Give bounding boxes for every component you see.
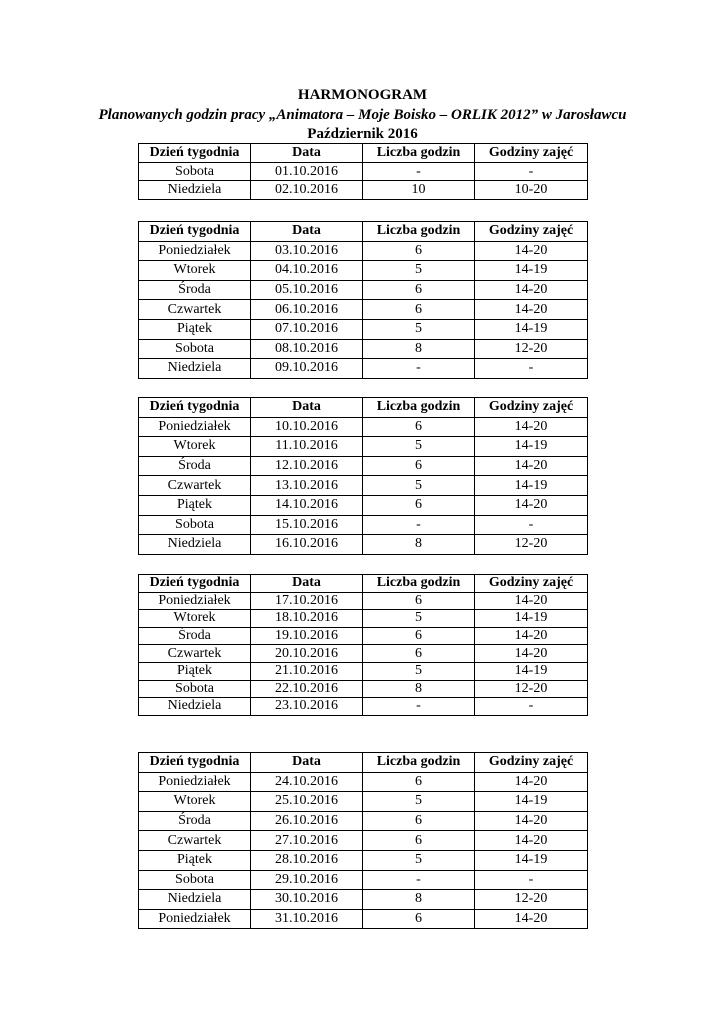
day-cell: Piątek bbox=[139, 495, 251, 515]
day-cell: Poniedziałek bbox=[139, 241, 251, 261]
column-header: Data bbox=[251, 144, 363, 163]
date-cell: 26.10.2016 bbox=[251, 811, 363, 831]
hours-range-cell: - bbox=[475, 698, 588, 716]
day-cell: Wtorek bbox=[139, 792, 251, 812]
table-row bbox=[139, 300, 588, 320]
date-cell: 11.10.2016 bbox=[251, 437, 363, 457]
schedule-table bbox=[138, 574, 588, 716]
column-header: Godziny zajęć bbox=[475, 753, 588, 773]
hours-range-cell: 12-20 bbox=[475, 680, 588, 698]
table-row bbox=[139, 792, 588, 812]
date-cell: 02.10.2016 bbox=[251, 181, 363, 200]
hours-count-cell: 6 bbox=[363, 456, 475, 476]
hours-range-cell: 14-19 bbox=[475, 319, 588, 339]
date-cell: 30.10.2016 bbox=[251, 890, 363, 910]
schedule-table bbox=[138, 143, 588, 200]
day-cell: Sobota bbox=[139, 680, 251, 698]
table-row bbox=[139, 515, 588, 535]
day-cell: Czwartek bbox=[139, 831, 251, 851]
day-cell: Poniedziałek bbox=[139, 772, 251, 792]
column-header: Data bbox=[251, 753, 363, 773]
hours-range-cell: 14-19 bbox=[475, 610, 588, 628]
hours-range-cell: 10-20 bbox=[475, 181, 588, 200]
hours-count-cell: 6 bbox=[363, 417, 475, 437]
hours-range-cell: 14-20 bbox=[475, 772, 588, 792]
table-row bbox=[139, 662, 588, 680]
day-cell: Czwartek bbox=[139, 300, 251, 320]
table-row bbox=[139, 162, 588, 181]
table-row bbox=[139, 698, 588, 716]
hours-range-cell: 14-19 bbox=[475, 261, 588, 281]
column-header: Data bbox=[251, 575, 363, 593]
table-row bbox=[139, 359, 588, 379]
hours-range-cell: 14-20 bbox=[475, 645, 588, 663]
day-cell: Sobota bbox=[139, 870, 251, 890]
column-header: Liczba godzin bbox=[363, 222, 475, 242]
date-cell: 16.10.2016 bbox=[251, 535, 363, 555]
date-cell: 09.10.2016 bbox=[251, 359, 363, 379]
column-header: Dzień tygodnia bbox=[139, 575, 251, 593]
hours-range-cell: 14-20 bbox=[475, 280, 588, 300]
hours-range-cell: 12-20 bbox=[475, 535, 588, 555]
hours-count-cell: - bbox=[363, 162, 475, 181]
date-cell: 24.10.2016 bbox=[251, 772, 363, 792]
hours-range-cell: 14-19 bbox=[475, 850, 588, 870]
hours-count-cell: 5 bbox=[363, 662, 475, 680]
hours-count-cell: - bbox=[363, 515, 475, 535]
date-cell: 07.10.2016 bbox=[251, 319, 363, 339]
document-subtitle: Planowanych godzin pracy „Animatora – Moje Boisko – ORLIK 2012” w Jarosławcu bbox=[98, 107, 627, 123]
hours-range-cell: 14-20 bbox=[475, 592, 588, 610]
hours-count-cell: 5 bbox=[363, 261, 475, 281]
hours-count-cell: 5 bbox=[363, 476, 475, 496]
document-month: Październik 2016 bbox=[307, 126, 418, 142]
column-header: Liczba godzin bbox=[363, 144, 475, 163]
day-cell: Środa bbox=[139, 627, 251, 645]
day-cell: Sobota bbox=[139, 162, 251, 181]
date-cell: 20.10.2016 bbox=[251, 645, 363, 663]
hours-count-cell: 5 bbox=[363, 319, 475, 339]
table-row bbox=[139, 476, 588, 496]
table-row bbox=[139, 909, 588, 929]
hours-count-cell: - bbox=[363, 698, 475, 716]
hours-range-cell: - bbox=[475, 162, 588, 181]
hours-range-cell: 14-20 bbox=[475, 831, 588, 851]
day-cell: Niedziela bbox=[139, 181, 251, 200]
table-row bbox=[139, 772, 588, 792]
column-header: Liczba godzin bbox=[363, 398, 475, 418]
hours-count-cell: 6 bbox=[363, 811, 475, 831]
table-row bbox=[139, 850, 588, 870]
date-cell: 04.10.2016 bbox=[251, 261, 363, 281]
table-header-row bbox=[139, 575, 588, 593]
table-row bbox=[139, 280, 588, 300]
table-row bbox=[139, 535, 588, 555]
day-cell: Niedziela bbox=[139, 535, 251, 555]
column-header: Data bbox=[251, 222, 363, 242]
document-title: HARMONOGRAM bbox=[297, 87, 428, 103]
hours-range-cell: 14-20 bbox=[475, 241, 588, 261]
hours-range-cell: 14-19 bbox=[475, 662, 588, 680]
table-row bbox=[139, 680, 588, 698]
schedule-table bbox=[138, 221, 588, 379]
hours-count-cell: 5 bbox=[363, 792, 475, 812]
column-header: Dzień tygodnia bbox=[139, 753, 251, 773]
table-header-row bbox=[139, 398, 588, 418]
table-row bbox=[139, 870, 588, 890]
column-header: Godziny zajęć bbox=[475, 222, 588, 242]
date-cell: 15.10.2016 bbox=[251, 515, 363, 535]
column-header: Dzień tygodnia bbox=[139, 222, 251, 242]
table-row bbox=[139, 319, 588, 339]
table-row bbox=[139, 437, 588, 457]
date-cell: 05.10.2016 bbox=[251, 280, 363, 300]
day-cell: Poniedziałek bbox=[139, 909, 251, 929]
date-cell: 22.10.2016 bbox=[251, 680, 363, 698]
hours-count-cell: 5 bbox=[363, 610, 475, 628]
date-cell: 18.10.2016 bbox=[251, 610, 363, 628]
date-cell: 01.10.2016 bbox=[251, 162, 363, 181]
day-cell: Wtorek bbox=[139, 261, 251, 281]
hours-range-cell: 14-19 bbox=[475, 437, 588, 457]
day-cell: Środa bbox=[139, 280, 251, 300]
day-cell: Czwartek bbox=[139, 645, 251, 663]
hours-range-cell: 12-20 bbox=[475, 339, 588, 359]
day-cell: Poniedziałek bbox=[139, 417, 251, 437]
column-header: Data bbox=[251, 398, 363, 418]
table-header-row bbox=[139, 753, 588, 773]
date-cell: 13.10.2016 bbox=[251, 476, 363, 496]
date-cell: 28.10.2016 bbox=[251, 850, 363, 870]
column-header: Godziny zajęć bbox=[475, 575, 588, 593]
date-cell: 27.10.2016 bbox=[251, 831, 363, 851]
day-cell: Niedziela bbox=[139, 359, 251, 379]
column-header: Godziny zajęć bbox=[475, 398, 588, 418]
day-cell: Niedziela bbox=[139, 890, 251, 910]
table-header-row bbox=[139, 144, 588, 163]
hours-range-cell: 14-20 bbox=[475, 909, 588, 929]
table-row bbox=[139, 645, 588, 663]
hours-count-cell: 8 bbox=[363, 339, 475, 359]
column-header: Dzień tygodnia bbox=[139, 144, 251, 163]
table-row bbox=[139, 456, 588, 476]
column-header: Liczba godzin bbox=[363, 575, 475, 593]
table-row bbox=[139, 890, 588, 910]
day-cell: Sobota bbox=[139, 339, 251, 359]
hours-count-cell: 8 bbox=[363, 680, 475, 698]
date-cell: 19.10.2016 bbox=[251, 627, 363, 645]
day-cell: Czwartek bbox=[139, 476, 251, 496]
hours-count-cell: 8 bbox=[363, 535, 475, 555]
hours-range-cell: - bbox=[475, 359, 588, 379]
day-cell: Sobota bbox=[139, 515, 251, 535]
table-row bbox=[139, 627, 588, 645]
date-cell: 06.10.2016 bbox=[251, 300, 363, 320]
hours-range-cell: 14-19 bbox=[475, 792, 588, 812]
table-row bbox=[139, 495, 588, 515]
hours-count-cell: 6 bbox=[363, 772, 475, 792]
schedule-table bbox=[138, 752, 588, 929]
hours-count-cell: - bbox=[363, 870, 475, 890]
table-header-row bbox=[139, 222, 588, 242]
date-cell: 03.10.2016 bbox=[251, 241, 363, 261]
date-cell: 10.10.2016 bbox=[251, 417, 363, 437]
hours-count-cell: 5 bbox=[363, 437, 475, 457]
table-row bbox=[139, 610, 588, 628]
day-cell: Niedziela bbox=[139, 698, 251, 716]
table-row bbox=[139, 811, 588, 831]
hours-count-cell: 6 bbox=[363, 645, 475, 663]
table-row bbox=[139, 241, 588, 261]
day-cell: Środa bbox=[139, 811, 251, 831]
column-header: Liczba godzin bbox=[363, 753, 475, 773]
column-header: Dzień tygodnia bbox=[139, 398, 251, 418]
table-row bbox=[139, 592, 588, 610]
table-row bbox=[139, 339, 588, 359]
hours-range-cell: 14-20 bbox=[475, 300, 588, 320]
day-cell: Środa bbox=[139, 456, 251, 476]
hours-range-cell: 14-19 bbox=[475, 476, 588, 496]
hours-range-cell: - bbox=[475, 870, 588, 890]
date-cell: 14.10.2016 bbox=[251, 495, 363, 515]
day-cell: Piątek bbox=[139, 662, 251, 680]
hours-range-cell: - bbox=[475, 515, 588, 535]
schedule-table bbox=[138, 397, 588, 555]
table-row bbox=[139, 261, 588, 281]
hours-count-cell: 6 bbox=[363, 627, 475, 645]
hours-range-cell: 14-20 bbox=[475, 495, 588, 515]
table-row bbox=[139, 831, 588, 851]
hours-range-cell: 14-20 bbox=[475, 627, 588, 645]
table-row bbox=[139, 417, 588, 437]
day-cell: Piątek bbox=[139, 319, 251, 339]
hours-count-cell: 5 bbox=[363, 850, 475, 870]
hours-range-cell: 14-20 bbox=[475, 417, 588, 437]
date-cell: 23.10.2016 bbox=[251, 698, 363, 716]
hours-count-cell: 6 bbox=[363, 241, 475, 261]
date-cell: 08.10.2016 bbox=[251, 339, 363, 359]
column-header: Godziny zajęć bbox=[475, 144, 588, 163]
hours-count-cell: 6 bbox=[363, 831, 475, 851]
hours-count-cell: 6 bbox=[363, 592, 475, 610]
date-cell: 21.10.2016 bbox=[251, 662, 363, 680]
date-cell: 25.10.2016 bbox=[251, 792, 363, 812]
hours-count-cell: 6 bbox=[363, 300, 475, 320]
table-row bbox=[139, 181, 588, 200]
day-cell: Wtorek bbox=[139, 437, 251, 457]
date-cell: 17.10.2016 bbox=[251, 592, 363, 610]
date-cell: 31.10.2016 bbox=[251, 909, 363, 929]
day-cell: Wtorek bbox=[139, 610, 251, 628]
hours-range-cell: 14-20 bbox=[475, 811, 588, 831]
date-cell: 12.10.2016 bbox=[251, 456, 363, 476]
hours-range-cell: 12-20 bbox=[475, 890, 588, 910]
hours-count-cell: 6 bbox=[363, 909, 475, 929]
hours-count-cell: - bbox=[363, 359, 475, 379]
hours-count-cell: 6 bbox=[363, 495, 475, 515]
hours-count-cell: 10 bbox=[363, 181, 475, 200]
hours-count-cell: 8 bbox=[363, 890, 475, 910]
day-cell: Poniedziałek bbox=[139, 592, 251, 610]
hours-range-cell: 14-20 bbox=[475, 456, 588, 476]
date-cell: 29.10.2016 bbox=[251, 870, 363, 890]
hours-count-cell: 6 bbox=[363, 280, 475, 300]
day-cell: Piątek bbox=[139, 850, 251, 870]
